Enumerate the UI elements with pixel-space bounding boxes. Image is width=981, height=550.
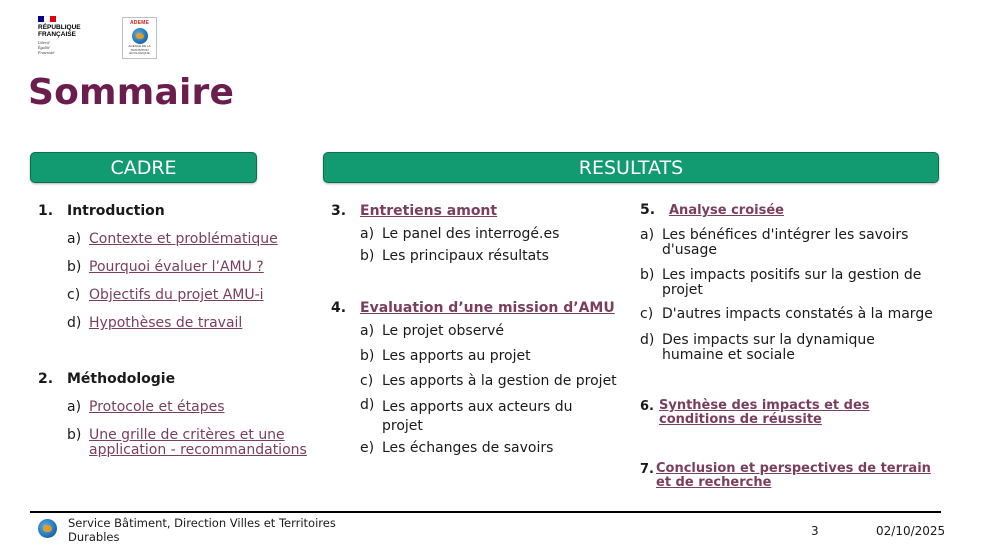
- item-text: Les impacts positifs sur la gestion de projet: [662, 267, 922, 298]
- item-link[interactable]: Contexte et problématique: [89, 231, 278, 247]
- item-letter: c): [360, 373, 374, 389]
- item-link[interactable]: Hypothèses de travail: [89, 315, 243, 331]
- ademe-name: ADEME: [129, 20, 150, 26]
- globe-icon: [38, 519, 57, 538]
- page-title: Sommaire: [28, 72, 235, 113]
- republique-title: RÉPUBLIQUE FRANÇAISE: [38, 24, 81, 38]
- item-letter: a): [640, 227, 655, 243]
- item-text: Les apports au projet: [382, 348, 531, 364]
- item-letter: b): [67, 259, 82, 275]
- page-number: 3: [811, 524, 819, 538]
- list-item: [360, 349, 531, 364]
- section-link[interactable]: Evaluation d’une mission d’AMU: [360, 300, 615, 316]
- list-item: [360, 249, 549, 264]
- list-item: [360, 441, 553, 456]
- item-text: Le projet observé: [382, 323, 504, 339]
- section-label: Introduction: [67, 203, 165, 219]
- item-text: Des impacts sur la dynamique humaine et sociale: [662, 332, 875, 363]
- section-number: 2.: [38, 371, 54, 387]
- item-text: Les apports à la gestion de projet: [382, 373, 617, 389]
- list-item[interactable]: [67, 428, 317, 458]
- item-letter: b): [360, 248, 375, 264]
- ademe-logo: [122, 17, 157, 59]
- list-item: [360, 374, 617, 389]
- item-letter: c): [67, 287, 81, 303]
- item-text: Les échanges de savoirs: [382, 440, 554, 456]
- item-link[interactable]: Pourquoi évaluer l’AMU ?: [89, 259, 264, 275]
- section-number: 5.: [640, 202, 656, 218]
- item-text: Les bénéfices d'intégrer les savoirs d'usage: [662, 227, 909, 258]
- item-letter: b): [360, 348, 375, 364]
- list-item[interactable]: [67, 400, 225, 415]
- section-number: 7.: [640, 462, 654, 477]
- item-link[interactable]: Objectifs du projet AMU-i: [89, 287, 264, 303]
- item-link[interactable]: Une grille de critères et une application - recommandations: [89, 427, 307, 458]
- list-item: [640, 307, 940, 322]
- republique-francaise-logo: [38, 16, 100, 62]
- section-synthese[interactable]: [640, 399, 940, 427]
- section-entretiens[interactable]: [331, 203, 497, 219]
- french-flag-icon: [38, 16, 56, 22]
- list-item[interactable]: [67, 288, 264, 303]
- section-link[interactable]: Analyse croisée: [669, 203, 784, 218]
- list-item: [360, 324, 504, 339]
- item-letter: c): [640, 306, 654, 322]
- section-number: 4.: [331, 300, 347, 316]
- section-link[interactable]: Conclusion et perspectives de terrain et de recherche: [656, 461, 931, 490]
- item-text: D'autres impacts constatés à la marge: [662, 306, 933, 322]
- section-conclusion[interactable]: [640, 462, 940, 490]
- section-link[interactable]: Synthèse des impacts et des conditions de réussite: [659, 398, 870, 427]
- item-letter: b): [640, 267, 655, 283]
- item-letter: a): [67, 231, 82, 247]
- item-letter: a): [360, 226, 375, 242]
- item-link[interactable]: Protocole et étapes: [89, 399, 225, 415]
- footer-date: 02/10/2025: [876, 524, 946, 538]
- section-number: 6.: [640, 399, 654, 414]
- item-text: Les apports aux acteurs du projet: [382, 399, 573, 434]
- ademe-subtitle: AGENCE DE LA TRANSITION ÉCOLOGIQUE: [128, 44, 151, 56]
- section-introduction: [38, 203, 165, 219]
- list-item: [640, 268, 930, 298]
- footer-service: Service Bâtiment, Direction Villes et Territoires Durables: [68, 516, 336, 544]
- banner-resultats: RESULTATS: [323, 152, 939, 183]
- list-item: [640, 228, 930, 258]
- globe-icon: [132, 28, 148, 44]
- item-letter: d): [67, 315, 82, 331]
- item-letter: a): [67, 399, 82, 415]
- banner-cadre: CADRE: [30, 152, 257, 183]
- footer-divider: [30, 511, 941, 513]
- section-label: Méthodologie: [67, 371, 176, 387]
- list-item: [360, 227, 559, 242]
- list-item: [640, 333, 940, 363]
- item-letter: b): [67, 427, 82, 443]
- section-number: 1.: [38, 203, 54, 219]
- item-letter: d): [640, 332, 655, 348]
- item-text: Le panel des interrogé.es: [382, 226, 560, 242]
- republique-motto: Liberté Égalité Fraternité: [38, 40, 55, 55]
- list-item: [360, 398, 605, 436]
- list-item[interactable]: [67, 232, 278, 247]
- item-letter: a): [360, 323, 375, 339]
- item-letter: d): [360, 397, 375, 413]
- section-evaluation[interactable]: [331, 300, 615, 316]
- item-letter: e): [360, 440, 375, 456]
- list-item[interactable]: [67, 316, 242, 331]
- list-item[interactable]: [67, 260, 264, 275]
- section-link[interactable]: Entretiens amont: [360, 203, 498, 219]
- section-analyse[interactable]: [640, 202, 784, 218]
- section-number: 3.: [331, 203, 347, 219]
- item-text: Les principaux résultats: [382, 248, 549, 264]
- section-methodologie: [38, 371, 175, 387]
